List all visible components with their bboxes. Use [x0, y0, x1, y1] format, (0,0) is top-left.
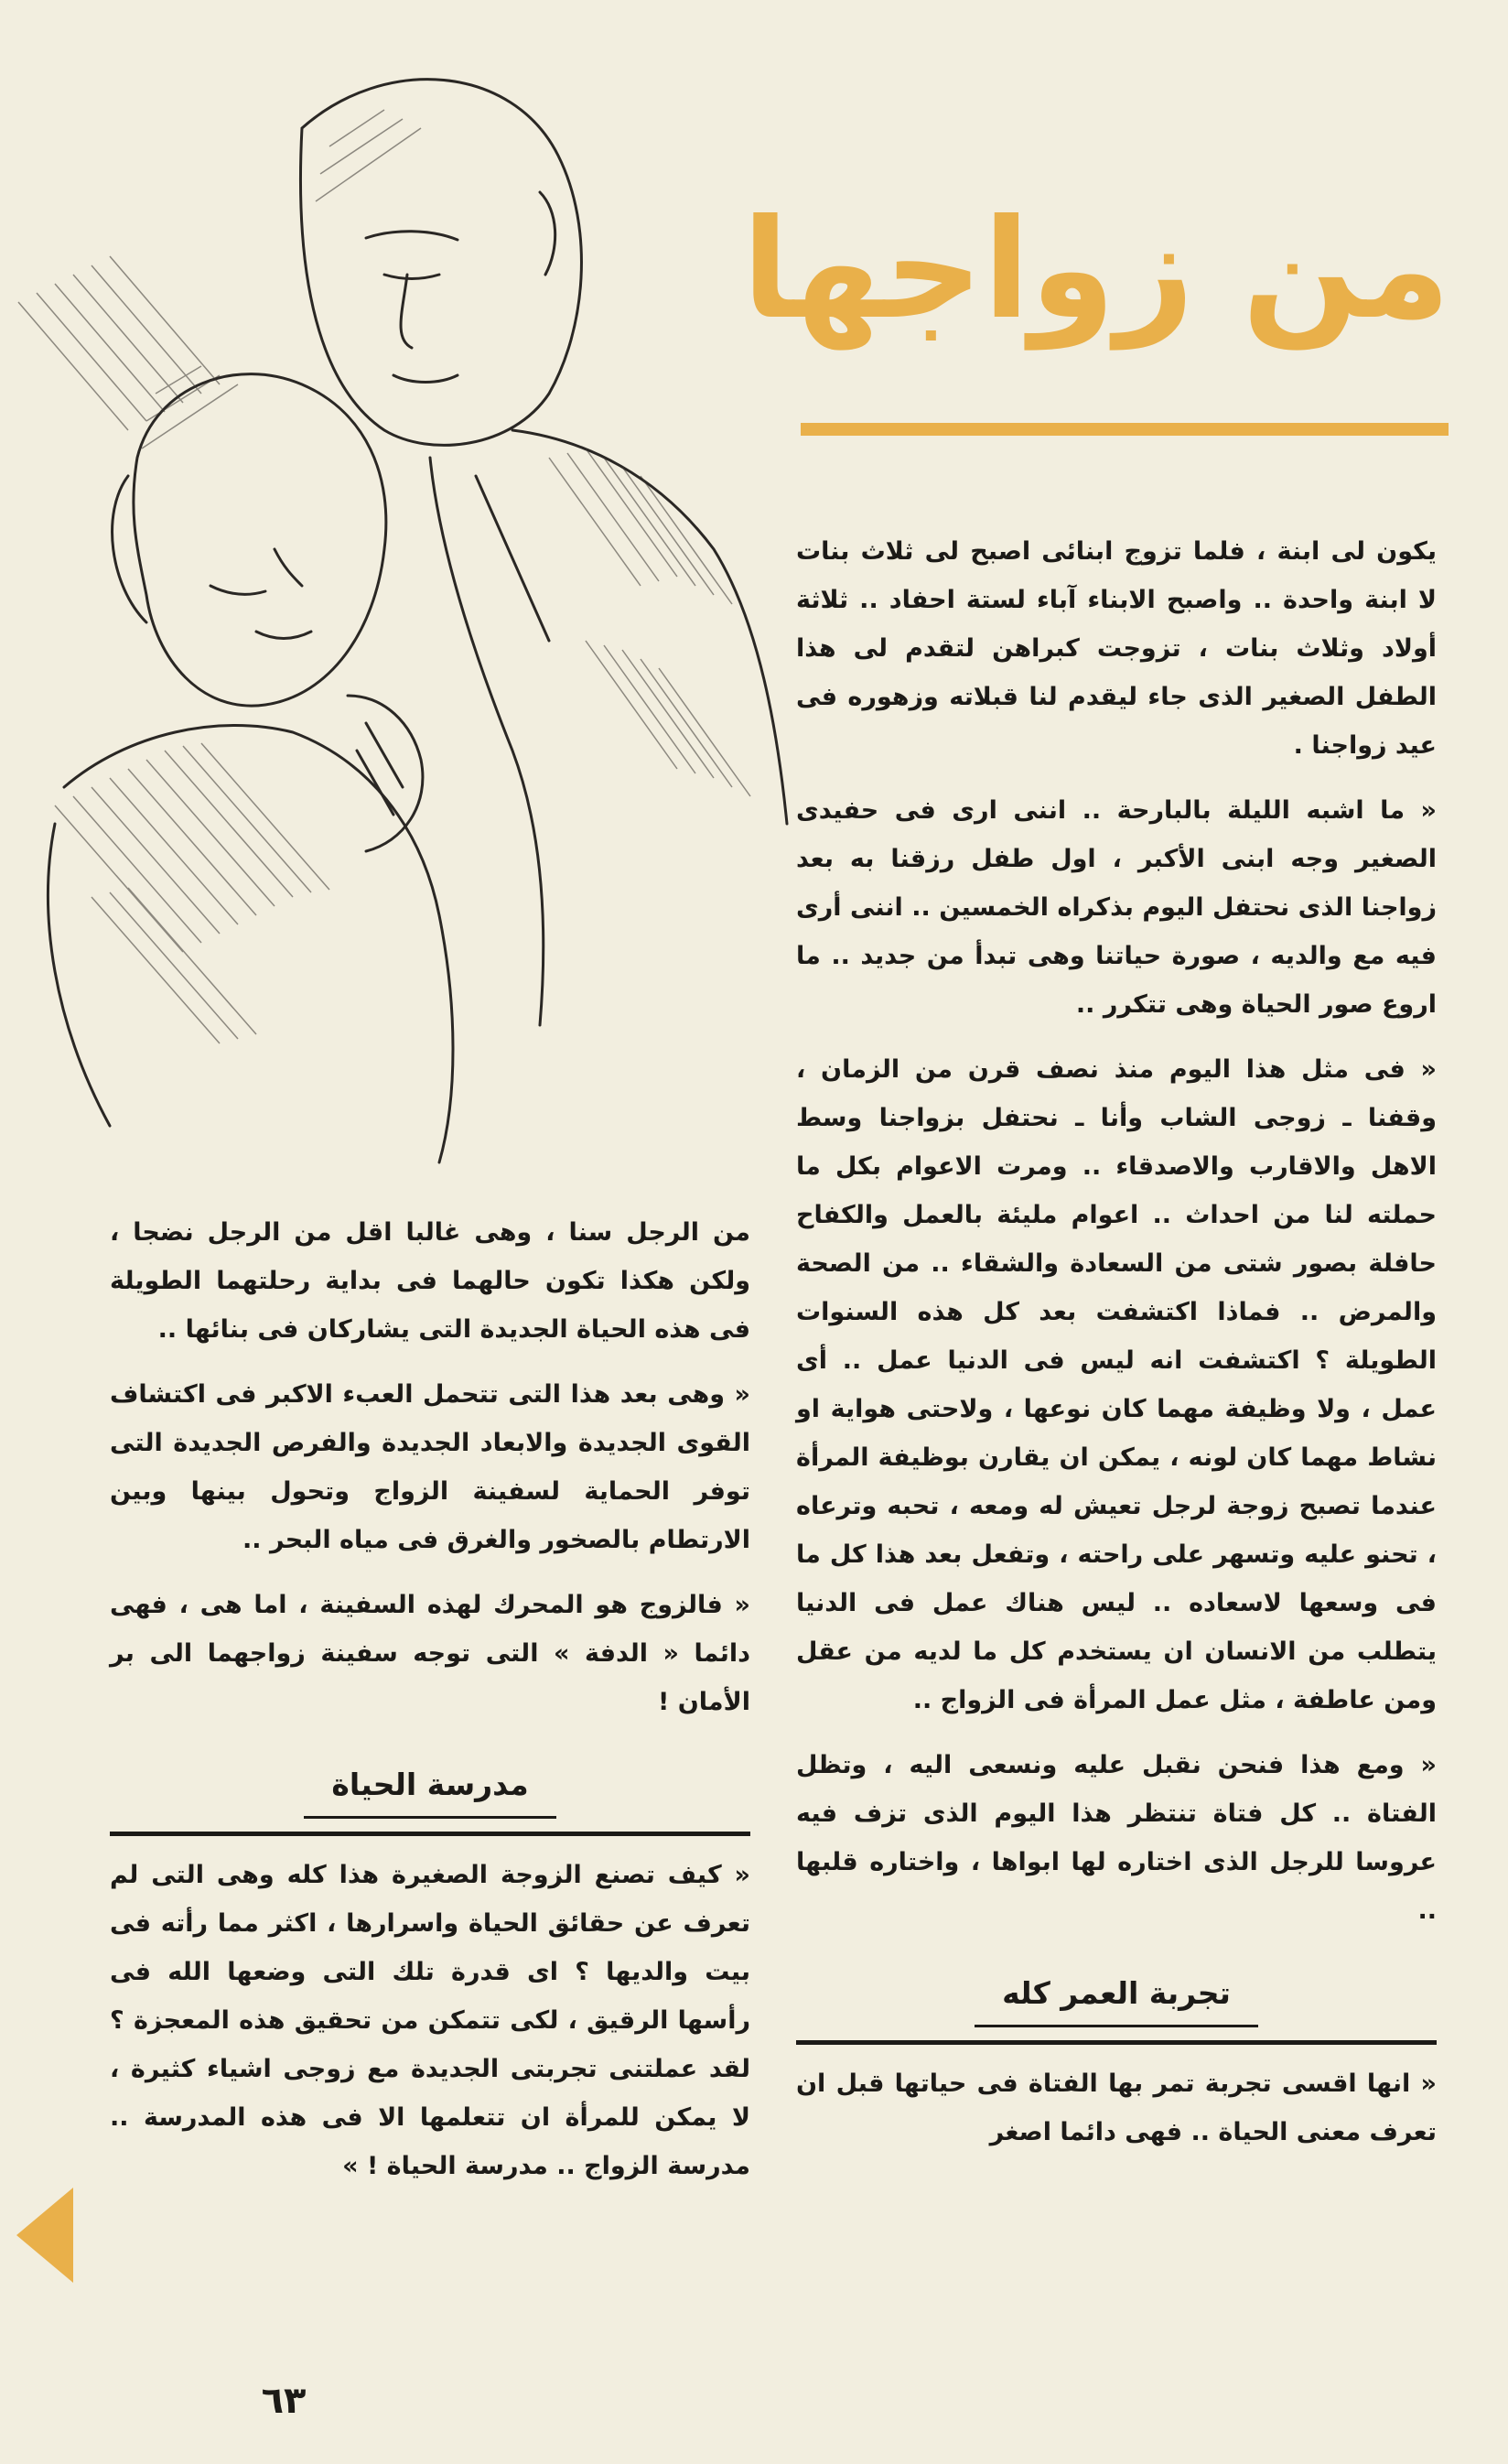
subheading-text: تجربة العمر كله [975, 1970, 1258, 2027]
paragraph: « وهى بعد هذا التى تتحمل العبء الاكبر فى اكتشاف القوى الجديدة والابعاد الجديدة والفرص الجديدة التى توفر الحماية لسفينة الزواج وتحول بينها وبين الارتطام بالصخور والغرق فى مياه البحر .. [110, 1380, 750, 1554]
paragraph: « انها اقسى تجربة تمر بها الفتاة فى حياتها قبل ان تعرف معنى الحياة .. فهى دائما اصغر [796, 2070, 1437, 2146]
page-number: ٦٣ [261, 2380, 307, 2422]
paragraph: « ومع هذا فنحن نقبل عليه ونسعى اليه ، وتظل الفتاة .. كل فتاة تنتظر هذا اليوم الذى تزف فيه عروسا للرجل الذى اختاره لها ابواها ، واختاره قلبها .. [796, 1751, 1437, 1925]
left-column [110, 1208, 750, 2207]
paragraph: « ما اشبه الليلة بالبارحة .. اننى ارى فى حفيدى الصغير وجه ابنى الأكبر ، اول طفل رزقنا به بعد زواجنا الذى نحتفل اليوم بذكراه الخمسين .. اننى أرى فيه مع والديه ، صورة حياتنا وهى تبدأ من جديد .. ما اروع صور الحياة وهى تتكرر .. [796, 796, 1437, 1019]
triangle-left-icon [16, 2188, 73, 2283]
subheading [796, 1970, 1437, 2027]
section-rule [796, 2040, 1437, 2045]
section-rule [110, 1832, 750, 1836]
paragraph: من الرجل سنا ، وهى غالبا اقل من الرجل نضجا ، ولكن هكذا تكون حالهما فى بداية رحلتهما الطويلة فى هذه الحياة الجديدة التى يشاركان فى بنائها .. [110, 1218, 750, 1344]
paragraph: « فى مثل هذا اليوم منذ نصف قرن من الزمان ، وقفنا ـ زوجى الشاب وأنا ـ نحتفل بزواجنا وسط الاهل والاقارب والاصدقاء .. ومرت الاعوام بكل ما حملته لنا من احداث .. اعوام مليئة بالعمل والكفاح حافلة بصور شتى من السعادة والشقاء .. من الصحة والمرض .. فماذا اكتشفت بعد كل هذه السنوات الطويلة ؟ اكتشفت انه ليس فى الدنيا عمل .. أى عمل ، ولا وظيفة مهما كان نوعها ، ولاحتى هواية او نشاط مهما كان لونه ، يمكن ان يقارن بوظيفة المرأة عندما تصبح زوجة لرجل تعيش له ومعه ، تحبه وترعاه ، تحنو عليه وتسهر على راحته ، وتفعل بعد هذا كل ما فى وسعها لاسعاده .. ليس هناك عمل فى الدنيا يتطلب من الانسان ان يستخدم كل ما لديه من عقل ومن عاطفة ، مثل عمل المرأة فى الزواج .. [796, 1055, 1437, 1714]
paragraph: يكون لى ابنة ، فلما تزوج ابنائى اصبح لى ثلاث بنات لا ابنة واحدة .. واصبح الابناء آباء لستة احفاد .. ثلاثة أولاد وثلاث بنات ، تزوجت كبراهن لتقدم لى هذا الطفل الصغير الذى جاء ليقدم لنا قبلاته وزهوره فى عيد زواجنا . [796, 537, 1437, 760]
paragraph: « فالزوج هو المحرك لهذه السفينة ، اما هى ، فهى دائما « الدفة » التى توجه سفينة زواجهما الى بر الأمان ! [110, 1591, 750, 1716]
title-rule [801, 423, 1449, 436]
subheading-text: مدرسة الحياة [304, 1761, 555, 1819]
paragraph: « كيف تصنع الزوجة الصغيرة هذا كله وهى التى لم تعرف عن حقائق الحياة واسرارها ، اكثر مما رأته فى بيت والديها ؟ اى قدرة تلك التى وضعها الله فى رأسها الرقيق ، لكى تتمكن من تحقيق هذه المعجزة ؟ لقد عملتنى تجربتى الجديدة مع زوجى اشياء كثيرة ، لا يمكن للمرأة ان تتعلمها الا فى هذه المدرسة .. مدرسة الزواج .. مدرسة الحياة ! » [110, 1861, 750, 2180]
right-column [796, 527, 1437, 2173]
couple-illustration [0, 0, 794, 1181]
article-title: من زواجها [741, 190, 1451, 350]
subheading [110, 1761, 750, 1819]
